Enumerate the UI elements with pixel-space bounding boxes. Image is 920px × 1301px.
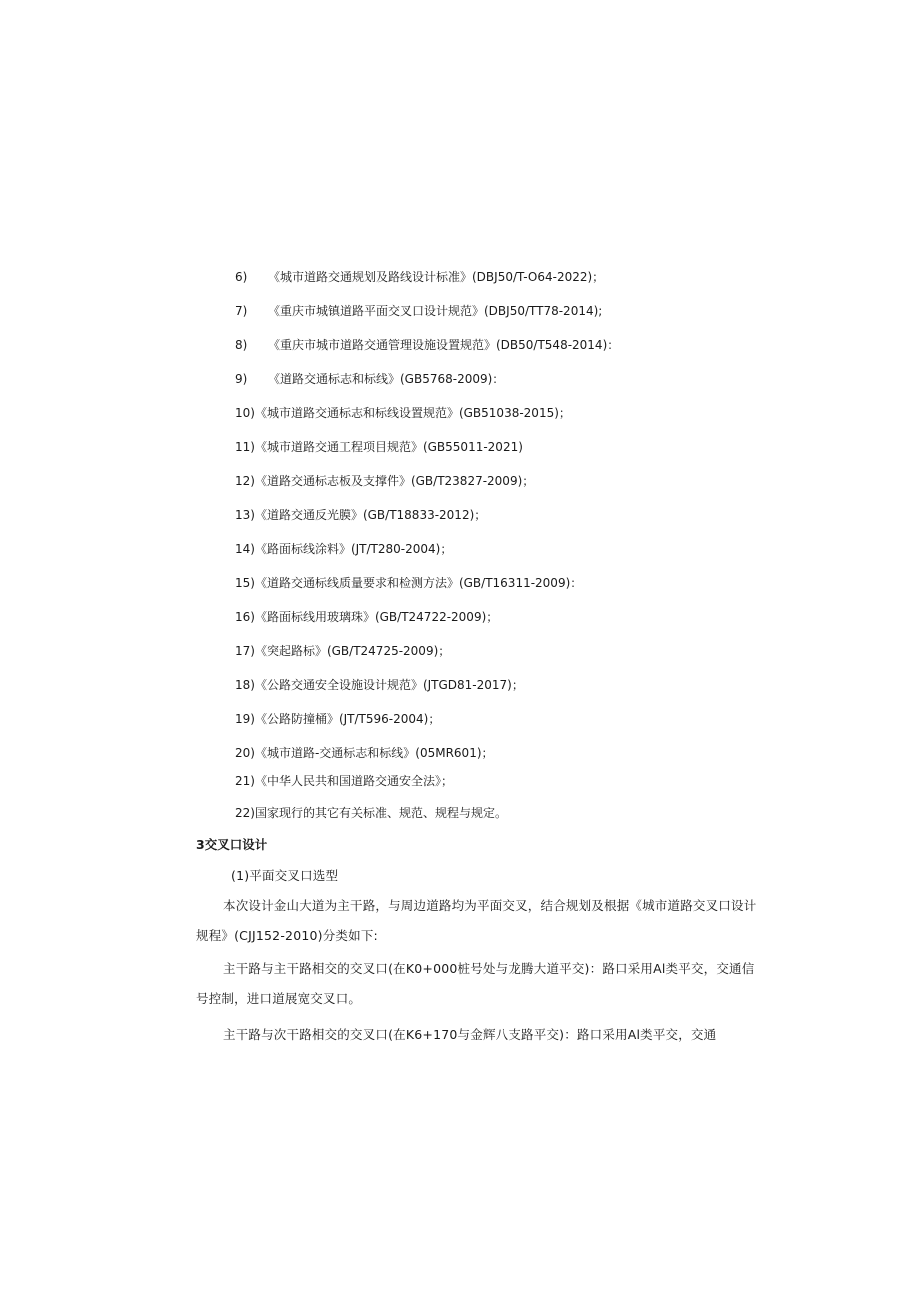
ref-item-7-text: 《重庆市城镇道路平面交叉口设计规范》(DBJ50/TT78-2014); [268, 304, 603, 318]
ref-item-8-text: 《重庆市城市道路交通管理设施设置规范》(DB50/T548-2014)： [268, 338, 620, 352]
ref-item-8-num: 8) [235, 338, 248, 352]
ref-item-22: 22)国家现行的其它有关标准、规范、规程与规定。 [235, 806, 507, 820]
ref-item-19: 19)《公路防撞桶》(JT/T596-2004)； [235, 712, 441, 726]
ref-item-21: 21)《中华人民共和国道路交通安全法》； [235, 774, 453, 788]
ref-item-18: 18)《公路交通安全设施设计规范》(JTGD81-2017)； [235, 678, 524, 692]
section-subheading: (1)平面交叉口选型 [231, 868, 339, 883]
ref-item-7-num: 7) [235, 304, 248, 318]
ref-item-13: 13)《道路交通反光膜》(GB/T18833-2012)； [235, 508, 487, 522]
paragraph-2-line-2: 号控制，进口道展宽交叉口。 [196, 991, 362, 1006]
ref-item-14: 14)《路面标线涂料》(JT/T280-2004)； [235, 542, 453, 556]
ref-item-6-text: 《城市道路交通规划及路线设计标准》(DBJ50/T-O64-2022)； [268, 270, 605, 284]
ref-item-15: 15)《道路交通标线质量要求和检测方法》(GB/T16311-2009)： [235, 576, 583, 590]
ref-item-6-num: 6) [235, 270, 248, 284]
ref-item-12: 12)《道路交通标志板及支撑件》(GB/T23827-2009)； [235, 474, 535, 488]
ref-item-11: 11)《城市道路交通工程项目规范》(GB55011-2021) [235, 440, 523, 454]
paragraph-2-line-1: 主干路与主干路相交的交叉口(在K0+000桩号处与龙腾大道平交)：路口采用Al类平交，交通信 [223, 961, 755, 976]
section-heading: 3交叉口设计 [196, 837, 268, 852]
ref-item-10: 10)《城市道路交通标志和标线设置规范》(GB51038-2015)； [235, 406, 571, 420]
paragraph-1-line-1: 本次设计金山大道为主干路，与周边道路均为平面交叉，结合规划及根据《城市道路交叉口设计 [223, 898, 757, 913]
paragraph-3-line-1: 主干路与次干路相交的交叉口(在K6+170与金辉八支路平交)：路口采用Al类平交，交通 [223, 1027, 717, 1042]
ref-item-16: 16)《路面标线用玻璃珠》(GB/T24722-2009)； [235, 610, 499, 624]
ref-item-17: 17)《突起路标》(GB/T24725-2009)； [235, 644, 451, 658]
paragraph-1-line-2: 规程》(CJJ152-2010)分类如下: [196, 928, 378, 943]
ref-item-20: 20)《城市道路-交通标志和标线》(05MR601)； [235, 746, 494, 760]
ref-item-9-num: 9) [235, 372, 248, 386]
ref-item-9-text: 《道路交通标志和标线》(GB5768-2009)： [268, 372, 505, 386]
